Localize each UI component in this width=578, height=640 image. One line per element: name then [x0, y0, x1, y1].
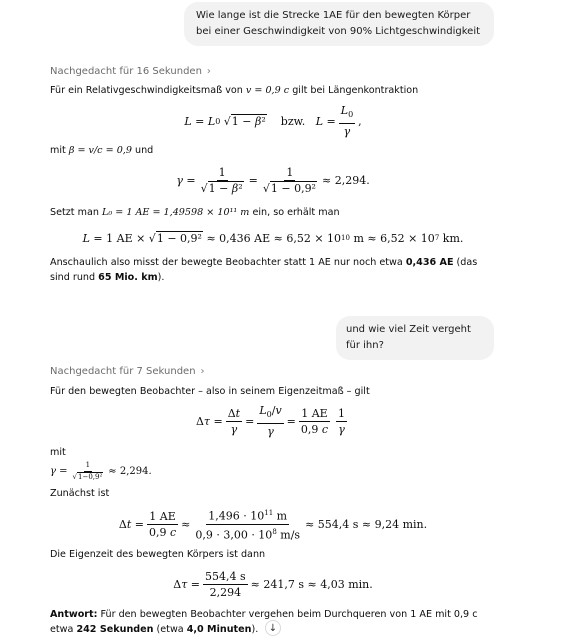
text: Für ein Relativgeschwindigkeitsmaß von [50, 85, 243, 96]
display-equation: Δ τ = $\frac{554,4 s}{2,294}$ ≈ 241,7 s ≈ 4,03 min. [173, 569, 373, 599]
bold-text: 0,436 AE [405, 257, 454, 268]
text: Zunächst ist [50, 488, 110, 499]
text: Für den bewegten Beobachter – also in seinem Eigenzeitmaß – gilt [50, 386, 370, 397]
answer-paragraph [50, 143, 550, 158]
text: ). [251, 624, 259, 635]
inline-math: v = 0,9 c [245, 85, 290, 96]
answer-paragraph [50, 384, 550, 399]
bold-text: 65 Mio. km [98, 272, 158, 283]
text: Setzt man [50, 207, 99, 218]
bold-text: 4,0 Minuten [186, 624, 252, 635]
text: ). [157, 272, 165, 283]
answer-paragraph [50, 547, 550, 562]
bold-text: Antwort: [50, 609, 98, 620]
text: Anschaulich also misst der bewegte Beobachter statt 1 AE nur noch etwa [50, 257, 406, 268]
display-equation: Δ τ = $\frac{\Delta t}{\gamma}$ = $\frac{L_0/v}{\gamma}$ = $\frac{1 AE}{0,9 c}$ $\frac{1}{\gamma}$ [195, 404, 346, 438]
answer-paragraph [50, 486, 550, 501]
text: Die Eigenzeit des bewegten Körpers ist dann [50, 549, 266, 560]
text: (etwa [153, 624, 187, 635]
reasoning-label: Nachgedacht für 7 Sekunden [50, 366, 196, 377]
text: und [135, 145, 154, 156]
text: Für den bewegten Beobachter vergehen beim Durchqueren von 1 AE mit 0,9 c etwa [50, 609, 478, 635]
chevron-right-icon: › [206, 66, 211, 77]
answer-paragraph [50, 205, 560, 220]
display-equation: γ = $\frac{1}{\text{√1 − β²}}$ = $\frac{1}{\text{√1 − 0,9²}}$ ≈ 2,294. [176, 165, 370, 195]
answer-paragraph [50, 607, 480, 637]
scroll-to-bottom-button[interactable] [265, 620, 281, 636]
text: mit [50, 447, 66, 458]
answer-paragraph [50, 445, 550, 460]
reasoning-label: Nachgedacht für 16 Sekunden [50, 66, 202, 77]
user-message-bubble [336, 316, 494, 360]
reasoning-toggle[interactable] [50, 66, 211, 77]
text: ein, so erhält man [252, 207, 340, 218]
reasoning-toggle[interactable] [50, 366, 205, 377]
answer-paragraph [50, 83, 550, 98]
inline-math: L₀ = 1 AE = 1,49598 × 10¹¹ m [101, 207, 250, 218]
user-message-text: und wie viel Zeit vergeht für ihn? [346, 324, 471, 351]
text: gilt bei Längenkontraktion [292, 85, 419, 96]
arrow-down-icon: ↓ [268, 622, 278, 634]
chevron-right-icon: › [200, 366, 205, 377]
inline-math: β = v/c = 0,9 [68, 145, 132, 156]
display-equation: L = L 0 √ 1 − β² bzw. L = $\frac{L_0}{\gamma}$ , [184, 104, 362, 138]
inline-equation: γ = $\frac{1}{\text{√1−0,9²}}$ ≈ 2,294. [50, 460, 152, 481]
display-equation: L = 1 AE × √ 1 − 0,9² ≈ 0,436 AE ≈ 6,52 × 10 10 m ≈ 6,52 × 10 7 km. [82, 231, 464, 245]
answer-paragraph [50, 255, 500, 285]
text: mit [50, 145, 66, 156]
display-equation: Δ t = $\frac{1 AE}{0,9 c}$ ≈ $\frac{1,496 \cdot 10^{11} m}{0,9 \cdot 3,00 \cdot 10^8 m/s}$ ≈ 554,4 s ≈ 9,24 min. [118, 508, 428, 542]
user-message-bubble [184, 2, 494, 46]
bold-text: 242 Sekunden [76, 624, 154, 635]
text: (das sind rund [50, 257, 478, 283]
user-message-text: Wie lange ist die Strecke 1AE für den bewegten Körper bei einer Geschwindigkeit von 90% Lichtgeschwindigkeit [196, 10, 481, 37]
